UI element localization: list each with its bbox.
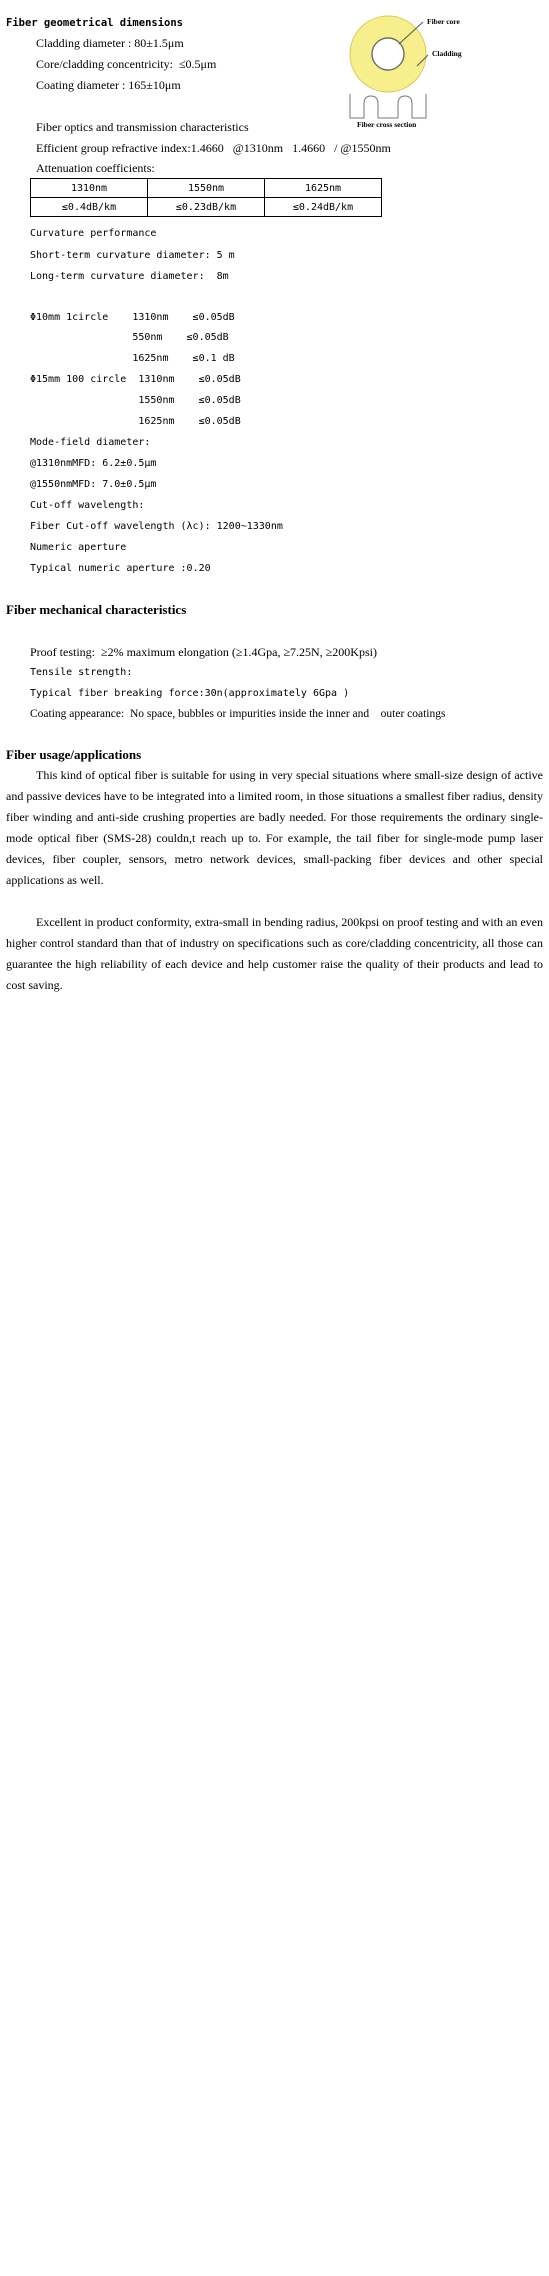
cutoff-title: Cut-off wavelength: [30,500,145,511]
breaking-force: Typical fiber breaking force:30n(approximately 6Gpa ) [30,688,350,699]
proof-testing: Proof testing: ≥2% maximum elongation (≥1.4Gpa, ≥7.25N, ≥200Kpsi) [30,645,377,659]
tensile-strength: Tensile strength: [30,667,133,678]
mfd-1550: @1550nmMFD: 7.0±0.5μm [30,479,157,490]
mode-field-title: Mode-field diameter: [30,437,151,448]
table-header-cell: 1310nm [31,179,148,198]
table-cell: ≤0.23dB/km [148,198,265,217]
attenuation-table [30,178,382,217]
geo-heading: Fiber geometrical dimensions [6,17,184,29]
cutoff-value: Fiber Cut-off wavelength (λc): 1200~1330nm [30,521,283,532]
fiber-side-profile [350,94,426,118]
mfd-1310: @1310nmMFD: 6.2±0.5μm [30,458,157,469]
table-cell: ≤0.4dB/km [31,198,148,217]
coating-diameter: Coating diameter : 165±10μm [36,78,181,92]
table-cell: ≤0.24dB/km [265,198,382,217]
fiber-core-label: Fiber core [427,17,460,26]
curvature-row: 1550nm ≤0.05dB [30,395,241,406]
core-cladding-concentricity: Core/cladding concentricity: ≤0.5μm [36,57,217,71]
aperture-title: Numeric aperture [30,542,127,553]
curvature-row: 1625nm ≤0.1 dB [30,353,235,364]
curvature-row: 1625nm ≤0.05dB [30,416,241,427]
fiber-cross-section-diagram [345,8,485,128]
figure-caption: Fiber cross section [357,120,417,128]
curvature-row: Φ10mm 1circle 1310nm ≤0.05dB [30,312,235,323]
usage-paragraph-1: This kind of optical fiber is suitable for using in very special situations where small-size design of active and passive devices have to be integrated into a limited room, in those situations a smallest fiber radius, density fiber winding and anti-side crushing properties are badly needed. For those requirements the ordinary single-mode optical fiber (SMS-28) couldn,t reach up to. For example, the tail fiber for single-mode pump laser devices, fiber coupler, sensors, metro network devices, small-packing fiber devices and other special applications as well. [6,768,543,887]
aperture-value: Typical numeric aperture :0.20 [30,563,211,574]
coating-appearance: Coating appearance: No space, bubbles or impurities inside the inner and outer coatings [30,708,446,720]
cladding-diameter: Cladding diameter : 80±1.5μm [36,36,184,50]
usage-paragraph-2: Excellent in product conformity, extra-small in bending radius, 200kpsi on proof testing and with an even higher control standard than that of industry on specifications such as core/cladding concentricity, all those can guarantee the high reliability of each device and help customer raise the quality of their products and lead to cost saving. [6,915,543,992]
curvature-row: 550nm ≤0.05dB [30,332,229,343]
table-row [31,198,382,217]
refractive-index: Efficient group refractive index:1.4660 @1310nm 1.4660 / @1550nm [36,141,391,155]
table-header-row [31,179,382,198]
curvature-title: Curvature performance [30,228,157,239]
attenuation-label: Attenuation coefficients: [36,161,155,175]
long-term-curvature: Long-term curvature diameter: 8m [30,271,229,282]
usage-heading: Fiber usage/applications [6,747,142,762]
mechanical-heading: Fiber mechanical characteristics [6,602,187,617]
optics-heading: Fiber optics and transmission characteristics [36,120,249,134]
table-header-cell: 1550nm [148,179,265,198]
short-term-curvature: Short-term curvature diameter: 5 m [30,250,235,261]
table-header-cell: 1625nm [265,179,382,198]
fiber-core-circle [372,38,404,70]
cladding-label: Cladding [432,49,462,58]
curvature-row: Φ15mm 100 circle 1310nm ≤0.05dB [30,374,241,385]
